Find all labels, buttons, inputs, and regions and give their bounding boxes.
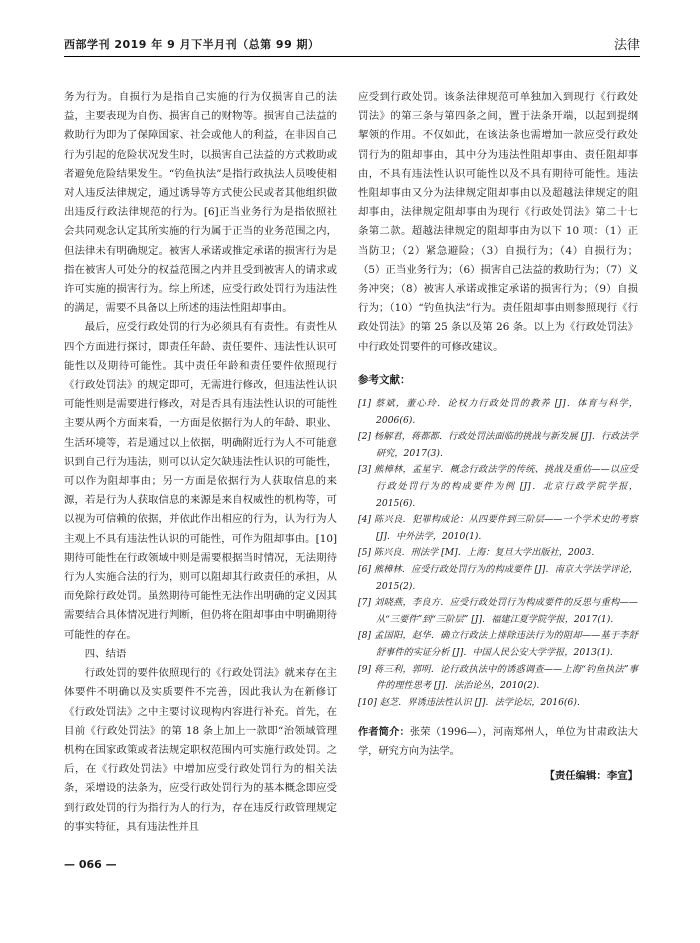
- reference-item: [9] 蒋三利，郭明．论行政执法中的诱惑调查——上海“钓鱼执法”事件的理性思考 [J]．法治论丛，2010(2).: [358, 663, 638, 692]
- journal-title: 西部学刊 2019 年 9 月下半月刊（总第 99 期）: [64, 38, 320, 51]
- section-label: 法律: [613, 38, 640, 53]
- references-list: [358, 396, 638, 711]
- page-header: [64, 32, 640, 57]
- right-column: [358, 88, 638, 787]
- section-heading: 四、结语: [84, 647, 127, 660]
- reference-item: [4] 陈兴良．犯罪构成论：从四要件到三阶层——一个学术史的考察 [J]．中外法学，2010(1).: [358, 514, 638, 542]
- editor-credit: 【责任编辑：李宣】: [544, 770, 638, 783]
- body-paragraph: 应受到行政处罚。该条法律规范可单独加入到现行《行政处罚法》的第三条与第四条之间，置于法条开端，以起到提纲挈领的作用。不仅如此，在该法条也需增加一款应受行政处罚行为的阻却事由，其中分为违法性阻却事由、责任阻却事由，不具有违法性认识可能性以及不具有期待可能性。违法性阻却事由又分为法律规定阻却事由以及超越法律规定的阻却事由，法律规定阻却事由为现行《行政处罚法》第二十七条第二款。超越法律规定的阻却事由为以下 10 项：（1）正当防卫；（2）紧急避险；（3）自损行为；（4）自损行为；（5）正当业务行为；（6）损害自己法益的救助行为；（7）义务冲突；（8）被害人承诺或推定承诺的损害行为；（9）自损行为；（10）“钓鱼执法”行为。责任阻却事由则参照现行《行政处罚法》的第 25 条以及第 26 条。以上为《行政处罚法》中行政处罚要件的可修改建议。: [358, 91, 638, 353]
- author-bio: [358, 723, 638, 761]
- references-title: 参考文献：: [358, 373, 411, 386]
- reference-item: [1] 蔡斌，董心玲．论权力行政处罚的教养 [J]．体育与科学，2006(6).: [358, 398, 638, 426]
- reference-item: [8] 孟国阳，赵华．确立行政法上排除违法行为的阻却——基于李舒舒事件的实证分析 [J]．中国人民公安大学学报，2013(1).: [358, 630, 638, 658]
- reference-item: [10] 赵芝．界诱违法性认识 [J]．法学论坛，2016(6).: [358, 696, 580, 708]
- author-text: 张荣（1996—），河南郑州人，单位为甘肃政法大学，研究方向为法学。: [358, 727, 638, 758]
- body-paragraph: 行政处罚的要件依照现行的《行政处罚法》就来存在主体要件不明确以及实质要件不完善，因此我认为在新修订《行政处罚法》之中主要讨议现构内容进行补充。首先，在目前《行政处罚法》的第 18 条上加上一款即“治领域管理机构在国家政策或者法规定职权范围内可实施行政处罚。之后，在《行政处罚法》中增加应受行政处罚行为的相关法条，采增设的法条为，应受行政处罚行为的基本概念即应受到行政处罚的行为指行为人的行为，存在违反行政管理规定的事实特征，具有违法性并且: [64, 667, 337, 833]
- reference-item: [3] 熊樟林，孟星宇．概念行政法学的传统、挑战及重估——以应受行政处罚行为的构成要件为例 [J]．北京行政学院学报，2015(6).: [358, 464, 638, 509]
- body-paragraph: 务为行为。自损行为是指自己实施的行为仅损害自己的法益，主要表现为自伤、损害自己的财物等。损害自己法益的救助行为即为了保障国家、社会或他人的利益，在非因自己行为引起的危险状况发生时，以损害自己法益的方式救助或者避免危险结果发生。“钓鱼执法”是指行政执法人员唆使相对人违反法律规定，通过诱导等方式使公民或者其他组织做出违反行政法律规范的行为。[6]正当业务行为是指依照社会共同观念认定其所实施的行为属于正当的业务范围之内，但法律未有明确规定。被害人承诺或推定承诺的损害行为是指在被害人可处分的权益范围之内并且受到被害人的请求或许可实施的损害行为。综上所述，应受行政处罚行为违法性的满足，需要不具备以上所述的违法性阻却事由。: [64, 91, 337, 315]
- reference-item: [7] 刘晓燕，李良方．应受行政处罚行为构成要件的反思与重构——从“三要件”到“三阶层” [J]．福建江夏学院学报，2017(1).: [358, 597, 638, 625]
- reference-item: [2] 杨解君，蒋都都．行政处罚法面临的挑战与新发展 [J]．行政法学研究，2017(3).: [358, 431, 638, 459]
- body-paragraph: 最后，应受行政处罚的行为必须具有有责性。有责性从四个方面进行探讨，即责任年龄、责任要件、违法性认识可能性以及期待可能性。其中责任年龄和责任要件依照现行《行政处罚法》的规定即可，无需进行修改，但违法性认识可能性则是需要进行修改，对是否具有违法性认识的可能性主要从两个方面来看，一方面是依据行为人的年龄、职业、生活环境等，若是通过以上依据，明确附近行为人不可能意识到自己行为违法，则可以认定欠缺违法性认识的可能性，可以作为阻却事由；另一方面是依据行为人获取信息的来源，若是行为人获取信息的来源是来自权威性的机构等，可以视为可信赖的依据，并依此作出相应的行为，认为行为人主观上不具有违法性认识的可能性，可作为阻却事由。[10]期待可能性在行政领域中则是需要根据当时情况，无法期待行为人实施合法的行为，则可以阻却其行政责任的承担，从而免除行政处罚。虽然期待可能性无法作出明确的定义因其需要结合具体情况进行判断，但仍将在阻却事由中明确期待可能性的存在。: [64, 321, 337, 641]
- reference-item: [5] 陈兴良．刑法学 [M]．上海：复旦大学出版社，2003.: [358, 547, 595, 559]
- reference-item: [6] 熊樟林．应受行政处罚行为的构成要件 [J]．南京大学法学评论，2015(2).: [358, 563, 638, 592]
- page-number: — 066 —: [64, 858, 117, 871]
- author-label: 作者简介：: [358, 727, 410, 739]
- left-column: [64, 88, 337, 837]
